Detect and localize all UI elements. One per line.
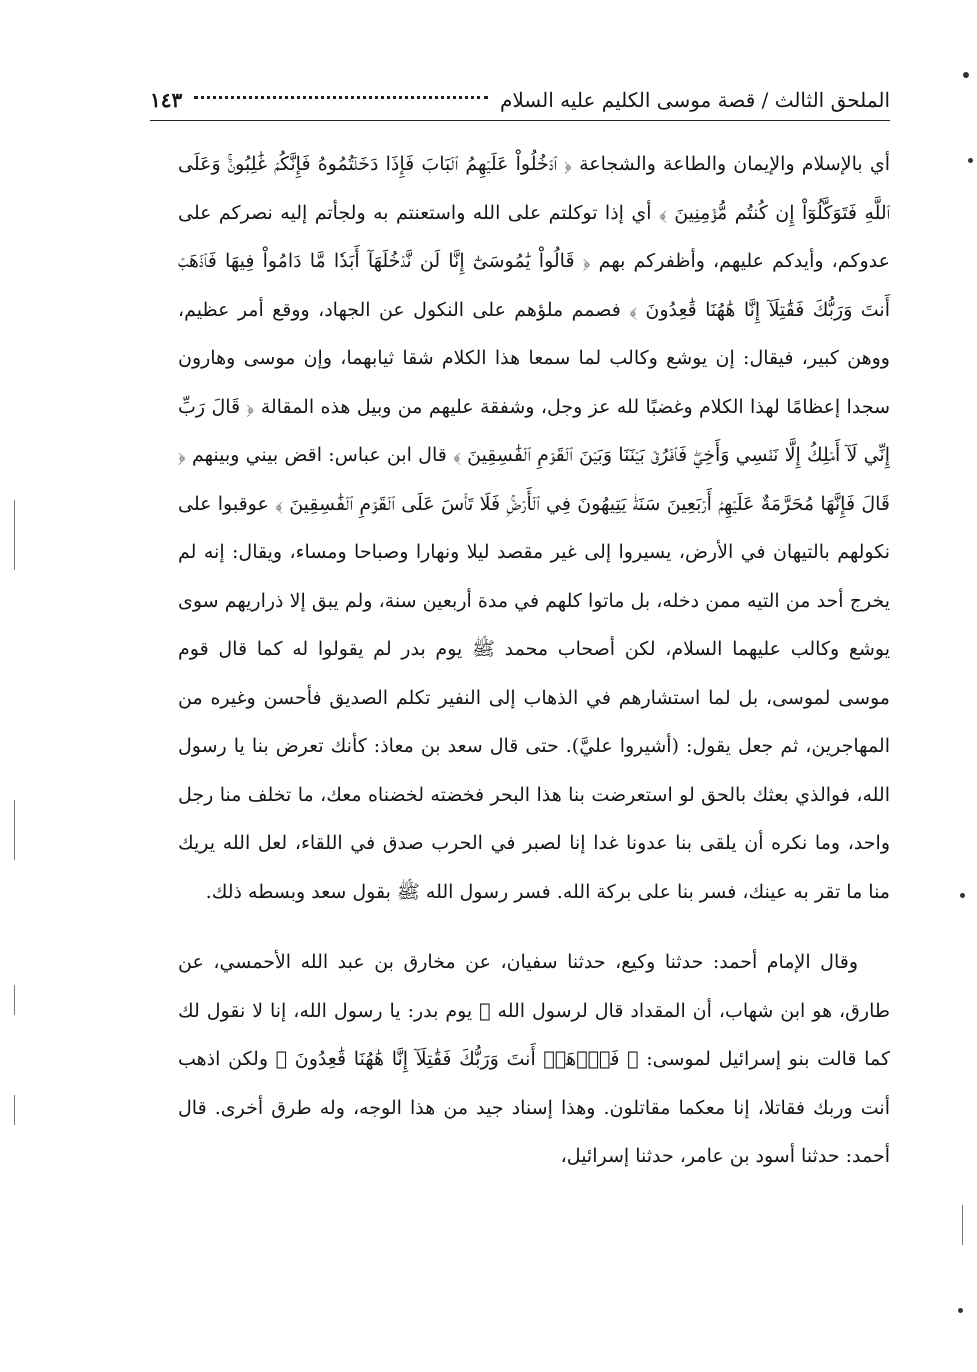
scan-speck bbox=[958, 1308, 963, 1313]
running-title: الملحق الثالث / قصة موسى الكليم عليه السلام bbox=[499, 88, 890, 112]
dotted-leader bbox=[194, 95, 488, 99]
scan-speck bbox=[960, 893, 965, 898]
page-number: ١٤٣ bbox=[150, 88, 183, 112]
paragraph: أي بالإسلام والإيمان والطاعة والشجاعة ﴿ ٱدۡخُلُواْ عَلَيۡهِمُ ٱلۡبَابَ فَإِذَا دَخَلۡتُمُوهُ فَإِنَّكُمۡ غَٰلِبُونَۚ وَعَلَى ٱللَّهِ فَتَوَكَّلُوٓاْ إِن كُنتُم مُّؤۡمِنِينَ ﴾ أي إذا توكلتم على الله واستعنتم به ولجأتم إليه نصركم على عدوكم، وأيدكم عليهم، وأظفركم بهم ﴿ قَالُواْ يَٰمُوسَىٰٓ إِنَّا لَن نَّدۡخُلَهَآ أَبَدٗا مَّا دَامُواْ فِيهَا فَٱذۡهَبۡ أَنتَ وَرَبُّكَ فَقَٰتِلَآ إِنَّا هَٰهُنَا قَٰعِدُونَ ﴾ فصمم ملؤهم على النكول عن الجهاد، ووقع أمر عظيم، ووهن كبير، فيقال: إن يوشع وكالب لما سمعا هذا الكلام شقا ثيابهما، وإن موسى وهارون سجدا إعظامًا لهذا الكلام وغضبًا لله عز وجل، وشفقة عليهم من وبيل هذه المقالة ﴿ قَالَ رَبِّ إِنِّي لَآ أَمۡلِكُ إِلَّا نَفۡسِي وَأَخِيۖ فَٱفۡرُقۡ بَيۡنَنَا وَبَيۡنَ ٱلۡقَوۡمِ ٱلۡفَٰسِقِينَ ﴾ قال ابن عباس: اقض بيني وبينهم ﴿ قَالَ فَإِنَّهَا مُحَرَّمَةٌ عَلَيۡهِمۡۛ أَرۡبَعِينَ سَنَةٗۛ يَتِيهُونَ فِي ٱلۡأَرۡضِۚ فَلَا تَأۡسَ عَلَى ٱلۡقَوۡمِ ٱلۡفَٰسِقِينَ ﴾ عوقبوا على نكولهم بالتيهان في الأرض، يسيروا إلى غير مقصد ليلا ونهارا وصباحا ومساء، ويقال: إنه لم يخرج أحد من التيه ممن دخله، بل ماتوا كلهم في مدة أربعين سنة، ولم يبق إلا ذراريهم سوى يوشع وكالب عليهما السلام، لكن أصحاب محمد ﷺ يوم بدر لم يقولوا له كما قال قوم موسى لموسى، بل لما استشارهم في الذهاب إلى النفير تكلم الصديق فأحسن وغيره من المهاجرين، ثم جعل يقول: (أشيروا عليَّ). حتى قال سعد بن معاذ: كأنك تعرض بنا يا رسول الله، فوالذي بعثك بالحق لو استعرضت بنا هذا البحر فخضته لخضناه معك، ما تخلف منا رجل واحد، وما نكره أن يلقى بنا عدونا غدا إنا لصبر في الحرب صدق في اللقاء، لعل الله يريك منا ما تقر به عينك، فسر بنا على بركة الله. فسر رسول الله ﷺ بقول سعد وبسطه ذلك. bbox=[178, 153, 890, 903]
scan-edge-line bbox=[962, 1205, 963, 1245]
scan-edge-line bbox=[14, 800, 15, 860]
body-text bbox=[178, 140, 890, 1181]
scan-speck bbox=[968, 158, 973, 163]
scan-edge-line bbox=[14, 500, 15, 570]
paragraph: وقال الإمام أحمد: حدثنا وكيع، حدثنا سفيان، عن مخارق بن عبد الله الأحمسي، عن طارق، هو ابن شهاب، أن المقداد قال لرسول الله ﷺ يوم بدر: يا رسول الله، إنا لا نقول لك كما قالت بنو إسرائيل لموسى: ﴿ فَٱذۡهَبۡ أَنتَ وَرَبُّكَ فَقَٰتِلَآ إِنَّا هَٰهُنَا قَٰعِدُونَ ﴾ ولكن اذهب أنت وربك فقاتلا، إنا معكما مقاتلون. وهذا إسناد جيد من هذا الوجه، وله طرق أخرى. قال أحمد: حدثنا أسود بن عامر، حدثنا إسرائيل، bbox=[178, 951, 890, 1167]
scan-speck bbox=[963, 72, 969, 78]
scan-edge-line bbox=[14, 1095, 15, 1125]
page-header bbox=[150, 80, 890, 121]
scan-edge-line bbox=[14, 985, 15, 1015]
